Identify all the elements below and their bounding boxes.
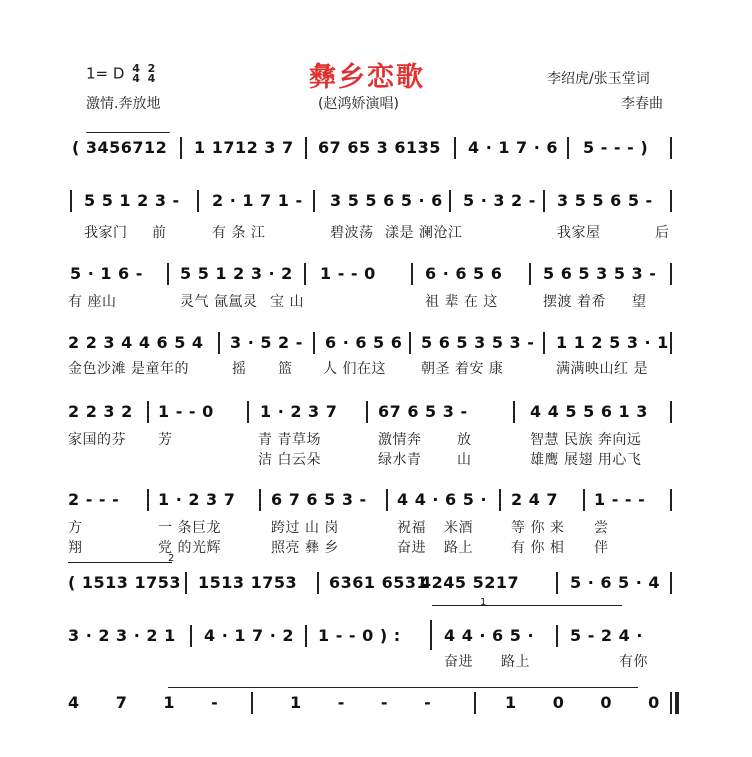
lyricist-credit: 李绍虎/张玉堂词 (547, 71, 650, 87)
barline (411, 263, 413, 285)
lyric: 跨过 山 岗 (271, 520, 339, 536)
measure: 6 7 6 5 3 - (271, 490, 367, 509)
measure: 5 6 5 3 5 3 - (543, 264, 657, 283)
measure: 4245 5217 (420, 573, 520, 592)
measure: 3 5 5 6 5 · 6 (330, 191, 443, 210)
lyric: 祖 辈 在 这 (425, 294, 498, 310)
barline (567, 137, 569, 159)
lyric: 山 (457, 452, 472, 468)
measure: 4 · 1 7 · 6 (468, 138, 559, 157)
time-signature-2-4: 2 4 (147, 62, 156, 85)
barline (474, 692, 476, 714)
lyric: 祝福 (397, 520, 426, 536)
measure: 5 - - - ) (583, 138, 649, 157)
lyric: 一 条巨龙 (158, 520, 221, 536)
measure: 3 · 2 3 · 2 1 (68, 626, 176, 645)
measure: 1 0 0 0 (505, 693, 660, 712)
lyric: 奋进 (444, 654, 473, 670)
barline (543, 190, 545, 212)
lyric: 方 (68, 520, 83, 536)
lyric: 篮 (278, 361, 293, 377)
measure: 4 4 · 6 5 · (444, 626, 535, 645)
measure: 5 5 1 2 3 - (84, 191, 180, 210)
lyric: 家国的芬 (68, 432, 126, 448)
key-signature: 1= D 4 4 2 4 (86, 62, 156, 85)
page-title: 彝乡恋歌 (309, 62, 425, 93)
measure: 5 - 2 4 · (570, 626, 643, 645)
barline (366, 401, 368, 423)
lyric: 漾是 澜沧江 (385, 225, 463, 241)
measure: 4 · 1 7 · 2 (204, 626, 295, 645)
barline (543, 332, 545, 354)
barline (259, 489, 261, 511)
measure: 4 4 · 6 5 · (397, 490, 488, 509)
volta-label: 2 (168, 553, 175, 564)
barline (304, 263, 306, 285)
lyric: 望 (632, 294, 647, 310)
lyric: 照亮 彝 乡 (271, 540, 339, 556)
lyric: 党 的光辉 (158, 540, 221, 556)
measure: 6361 6531 (329, 573, 429, 592)
measure: 5 6 5 3 5 3 - (421, 333, 535, 352)
lyric: 伴 (594, 540, 609, 556)
barline (185, 572, 187, 594)
barline (190, 625, 192, 647)
measure: 1513 1753 (198, 573, 298, 592)
lyric: 米酒 (444, 520, 473, 536)
lyric: 碧波荡 (330, 225, 374, 241)
measure: 1 - - 0 ) : (318, 626, 401, 645)
measure: 1 - - - (594, 490, 646, 509)
barline (386, 489, 388, 511)
measure: 5 · 3 2 - (463, 191, 536, 210)
measure: 5 5 1 2 3 · 2 (180, 264, 293, 283)
lyric: 前 (152, 225, 167, 241)
measure: 1 - - 0 (320, 264, 376, 283)
measure: 1 · 2 3 7 (158, 490, 236, 509)
barline (454, 137, 456, 159)
lyric: 有 座山 (68, 294, 117, 310)
measure: 3 5 5 6 5 - (557, 191, 653, 210)
barline (556, 572, 558, 594)
measure: 1 1 2 5 3 · 1 (556, 333, 669, 352)
barline (147, 401, 149, 423)
measure: 67 6 5 3 - (378, 402, 468, 421)
lyric: 等 你 来 (511, 520, 565, 536)
measure: 2 - - - (68, 490, 120, 509)
barline (670, 572, 672, 594)
lyric: 摇 (232, 361, 247, 377)
measure: 2 2 3 2 (68, 402, 133, 421)
lyric: 我家屋 (557, 225, 601, 241)
lyric: 有 条 江 (212, 225, 266, 241)
measure: 6 · 6 5 6 (325, 333, 403, 352)
lyric: 金色沙滩 是童年的 (68, 361, 189, 377)
barline (670, 263, 672, 285)
measure: 4 4 5 5 6 1 3 (530, 402, 648, 421)
lyric: 洁 白云朵 (258, 452, 321, 468)
measure: 1 · 2 3 7 (260, 402, 338, 421)
tie (168, 687, 638, 688)
lyric: 激情奔 (378, 432, 422, 448)
tempo-mood: 激情.奔放地 (86, 96, 161, 112)
barline (305, 625, 307, 647)
barline (317, 572, 319, 594)
lyric: 放 (457, 432, 472, 448)
lyric: 人 们在这 (323, 361, 386, 377)
measure: 1 1712 3 7 (194, 138, 294, 157)
barline (313, 190, 315, 212)
volta-label: 1 (480, 597, 487, 608)
lyric: 尝 (594, 520, 609, 536)
measure: ( 3456712 (72, 138, 168, 157)
lyric: 满满映山红 是 (556, 361, 648, 377)
lyric: 芳 (158, 432, 173, 448)
lyric: 后 (655, 225, 670, 241)
lyric: 翔 (68, 540, 83, 556)
volta-bracket (68, 562, 172, 563)
lyric: 智慧 民族 奔向远 (530, 432, 642, 448)
barline (670, 190, 672, 212)
measure: 6 · 6 5 6 (425, 264, 503, 283)
barline (529, 263, 531, 285)
barline (313, 332, 315, 354)
lyric: 路上 (444, 540, 473, 556)
lyric: 灵气 氤氲灵 (180, 294, 258, 310)
barline (670, 489, 672, 511)
barline (556, 625, 558, 647)
barline (218, 332, 220, 354)
barline (147, 489, 149, 511)
repeat-end-barline (430, 620, 432, 650)
barline (251, 692, 253, 714)
barline (247, 401, 249, 423)
measure: 2 4 7 (511, 490, 559, 509)
final-barline-thick (675, 692, 679, 714)
lyric: 雄鹰 展翅 用心飞 (530, 452, 642, 468)
lyric: 我家门 (84, 225, 128, 241)
barline (167, 263, 169, 285)
barline (670, 401, 672, 423)
time-signature-4-4: 4 4 (132, 62, 140, 85)
measure: 1 - - 0 (158, 402, 214, 421)
measure: 5 · 1 6 - (70, 264, 143, 283)
singer-credit: (赵鸿娇演唱) (318, 96, 399, 112)
lyric: 宝 山 (270, 294, 304, 310)
barline (670, 137, 672, 159)
barline (197, 190, 199, 212)
measure: 4 7 1 - (68, 693, 219, 712)
slur (86, 132, 170, 133)
barline (449, 190, 451, 212)
final-barline-thin (670, 692, 672, 714)
measure: 3 · 5 2 - (230, 333, 303, 352)
measure: 67 65 3 6135 (318, 138, 441, 157)
lyric: 路上 (501, 654, 530, 670)
measure: 2 · 1 7 1 - (212, 191, 303, 210)
measure: 1 - - - (290, 693, 432, 712)
measure: 5 · 6 5 · 4 (570, 573, 661, 592)
measure: ( 1513 1753 (68, 573, 182, 592)
lyric: 摆渡 着希 (543, 294, 606, 310)
barline (670, 332, 672, 354)
lyric: 有 你 相 (511, 540, 565, 556)
barline (180, 137, 182, 159)
measure: 2 2 3 4 4 6 5 4 (68, 333, 204, 352)
barline (499, 489, 501, 511)
composer-credit: 李春曲 (621, 96, 663, 112)
lyric: 奋进 (397, 540, 426, 556)
lyric: 朝圣 着安 康 (421, 361, 504, 377)
barline (305, 137, 307, 159)
barline (513, 401, 515, 423)
volta-bracket (432, 605, 622, 606)
lyric: 有你 (619, 654, 648, 670)
repeat-start-barline (70, 190, 72, 212)
lyric: 绿水青 (378, 452, 422, 468)
barline (583, 489, 585, 511)
lyric: 青 青草场 (258, 432, 321, 448)
barline (409, 332, 411, 354)
